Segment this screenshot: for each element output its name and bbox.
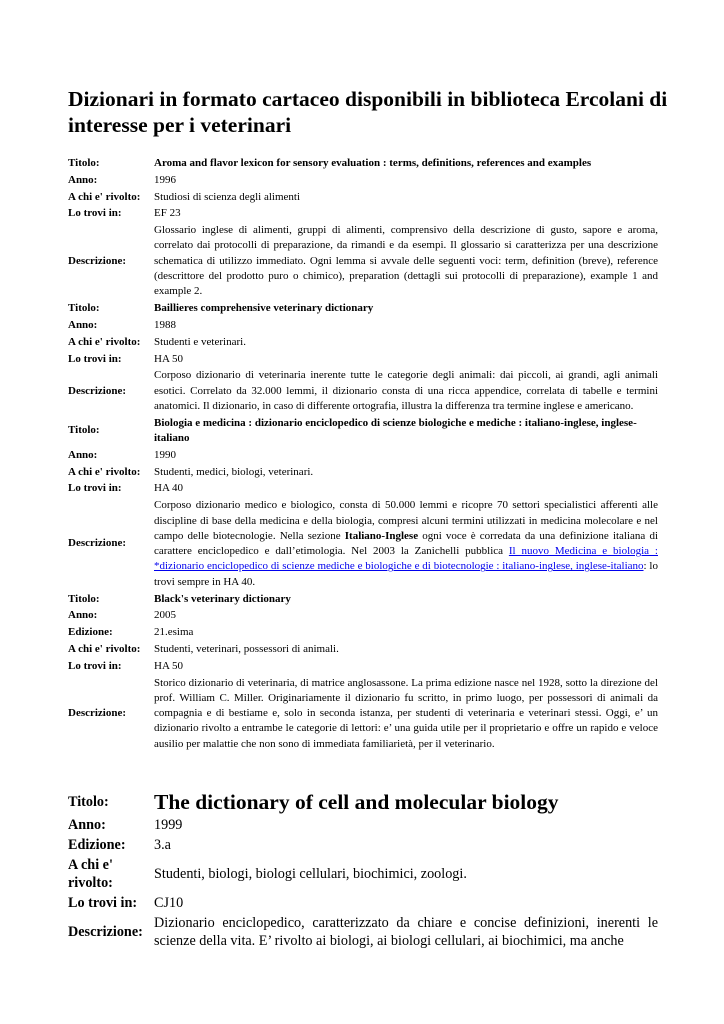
rivolto-label: A chi e' rivolto: <box>68 642 141 655</box>
entry-2-title-row <box>68 301 658 318</box>
entry-1-description-row <box>68 223 658 301</box>
entry-title: Aroma and flavor lexicon for sensory evaluation : terms, definitions, references and examples <box>154 157 592 169</box>
entry-1-title-row <box>68 156 658 173</box>
trovi-label: Lo trovi in: <box>68 207 122 220</box>
entry-audience: Studenti, veterinari, possessori di animali. <box>154 642 339 655</box>
entry-2-description-row <box>68 368 658 415</box>
entry-5-audience-row <box>68 856 658 894</box>
page-title: Dizionari in formato cartaceo disponibili in biblioteca Ercolani di interesse per i veterinari <box>68 87 668 137</box>
entry-3-title-row <box>68 416 658 448</box>
entry-1-location-row <box>68 206 658 223</box>
entry-title: Black's veterinary dictionary <box>154 592 291 605</box>
entry-year: 1988 <box>154 318 176 331</box>
catalog-link[interactable]: Il nuovo Medicina e biologia : *dizionario enciclopedico di scienze mediche e biologiche e di biotecnologie : italiano-inglese, inglese-italiano <box>154 545 658 573</box>
entry-4-edition-row <box>68 625 658 642</box>
entry-1-year-row <box>68 173 658 190</box>
dictionary-list-large <box>68 790 658 952</box>
entry-audience: Studiosi di scienza degli alimenti <box>154 190 301 203</box>
rivolto-label: A chi e' rivolto: <box>68 465 141 478</box>
anno-label: Anno: <box>68 609 98 622</box>
entry-edition: 21.esima <box>154 626 194 639</box>
entry-3-description-row <box>68 498 658 591</box>
titolo-label: Titolo: <box>68 424 100 437</box>
descrizione-label: Descrizione: <box>68 707 127 720</box>
entry-year: 2005 <box>154 609 176 622</box>
descrizione-label: Descrizione: <box>68 384 127 397</box>
titolo-label: Titolo: <box>68 592 100 605</box>
entry-5-year-row <box>68 816 658 836</box>
entry-4-audience-row <box>68 642 658 659</box>
trovi-label: Lo trovi in: <box>68 895 138 911</box>
section-name: Italiano-Inglese <box>344 529 419 542</box>
entry-title: Baillieres comprehensive veterinary dictionary <box>154 302 374 315</box>
entry-audience: Studenti, medici, biologi, veterinari. <box>154 465 314 478</box>
entry-title: Biologia e medicina : dizionario enciclopedico di scienze biologiche e mediche : italiano-inglese, inglese-italiano <box>154 416 637 445</box>
entry-3-location-row <box>68 481 658 498</box>
entry-3-audience-row <box>68 465 658 482</box>
entry-4-year-row <box>68 608 658 625</box>
rivolto-label: A chi e' rivolto: <box>68 190 141 203</box>
entry-location: EF 23 <box>154 207 181 220</box>
description-text: : lo trovi sempre in HA 40. <box>154 560 658 588</box>
entry-edition: 3.a <box>154 837 171 853</box>
entry-location: CJ10 <box>154 895 184 911</box>
entry-2-audience-row <box>68 335 658 352</box>
entry-year: 1996 <box>154 173 176 186</box>
entry-audience: Studenti e veterinari. <box>154 335 246 348</box>
entry-location: HA 50 <box>154 352 184 365</box>
entry-5-edition-row <box>68 836 658 856</box>
entry-description: Dizionario enciclopedico, caratterizzato da chiare e concise definizioni, inerenti le scienze della vita. E’ rivolto ai biologi, ai biologi cellulari, ai biochimici, ma anche <box>154 915 658 949</box>
anno-label: Anno: <box>68 817 106 833</box>
entry-5-location-row <box>68 894 658 914</box>
entry-4-location-row <box>68 659 658 676</box>
entry-year: 1990 <box>154 448 176 461</box>
entry-5-description-row <box>68 914 658 952</box>
titolo-label: Titolo: <box>68 794 109 810</box>
entry-location: HA 40 <box>154 482 184 495</box>
entry-description: Glossario inglese di alimenti, gruppi di alimenti, comprensivo della descrizione di gusto, sapore e aroma, correlato dai protocolli di preparazione, da rimandi e da esempi. Il glossario si caratterizza per una descrizione schematica di utilizzo immediato. Ogni lemma si avvale delle seguenti voci: term, definition (breve), reference (descrittore del prodotto puro o chimico), preparation (dettagli sui protocolli di preparazione), example 1 and example 2. <box>154 224 658 298</box>
titolo-label: Titolo: <box>68 302 100 315</box>
entry-4-description-row <box>68 676 658 754</box>
entry-5-title-row <box>68 790 658 816</box>
entry-location: HA 50 <box>154 659 184 672</box>
anno-label: Anno: <box>68 173 98 186</box>
trovi-label: Lo trovi in: <box>68 659 122 672</box>
entry-year: 1999 <box>154 817 183 833</box>
descrizione-label: Descrizione: <box>68 537 127 550</box>
trovi-label: Lo trovi in: <box>68 352 122 365</box>
entry-title: The dictionary of cell and molecular biology <box>154 790 559 814</box>
entry-2-year-row <box>68 318 658 335</box>
anno-label: Anno: <box>68 448 98 461</box>
trovi-label: Lo trovi in: <box>68 482 122 495</box>
entry-1-audience-row <box>68 190 658 207</box>
descrizione-label: Descrizione: <box>68 924 143 940</box>
entry-audience: Studenti, biologi, biologi cellulari, biochimici, zoologi. <box>154 866 467 882</box>
rivolto-label: A chi e' rivolto: <box>68 857 113 891</box>
entry-description <box>154 498 658 591</box>
entry-2-location-row <box>68 352 658 369</box>
rivolto-label: A chi e' rivolto: <box>68 335 141 348</box>
entry-description: Corposo dizionario di veterinaria inerente tutte le categorie degli animali: dai piccoli, ai grandi, agli animali esotici. Correlato da 32.000 lemmi, il dizionario consta di una ricca appendice, correlata di tabelle e termini anatomici. Il dizionario, in caso di differente ortografia, illustra la differenza tra termine inglese e americano. <box>154 369 658 412</box>
edizione-label: Edizione: <box>68 837 126 853</box>
dictionary-list <box>68 156 658 753</box>
description-text: ogni voce è corredata da una definizione italiana di carattere enciclopedico e dall’etimologia. Nel 2003 la Zanichelli pubblica <box>154 529 658 558</box>
descrizione-label: Descrizione: <box>68 254 127 267</box>
entry-3-year-row <box>68 448 658 465</box>
edizione-label: Edizione: <box>68 626 113 639</box>
entry-4-title-row <box>68 592 658 609</box>
entry-description: Storico dizionario di veterinaria, di matrice anglosassone. La prima edizione nasce nel 1928, sotto la direzione del prof. William C. Miller. Originariamente il dizionario fu scritto, in primo luogo, per possessori di animali da compagnia e di bestiame e, solo in seconda istanza, per studenti di veterinaria e veterinari stessi. Oggi, e’ un dizionario rivolto a entrambe le categorie di lettori: e’ una guida utile per il proprietario e offre un rapido e veloce ausilio per malattie che non sono di immediata familiarietà, per il veterinario. <box>154 676 658 750</box>
description-text: Corposo dizionario medico e biologico, consta di 50.000 lemmi e ricopre 70 settori specialistici afferenti alle discipline di base della medicina e della biologia, compresi alcuni termini utilizzati in medicina molecolare e nel campo delle biotecnologie. Nella sezione <box>154 499 658 542</box>
titolo-label: Titolo: <box>68 157 100 169</box>
anno-label: Anno: <box>68 318 98 331</box>
